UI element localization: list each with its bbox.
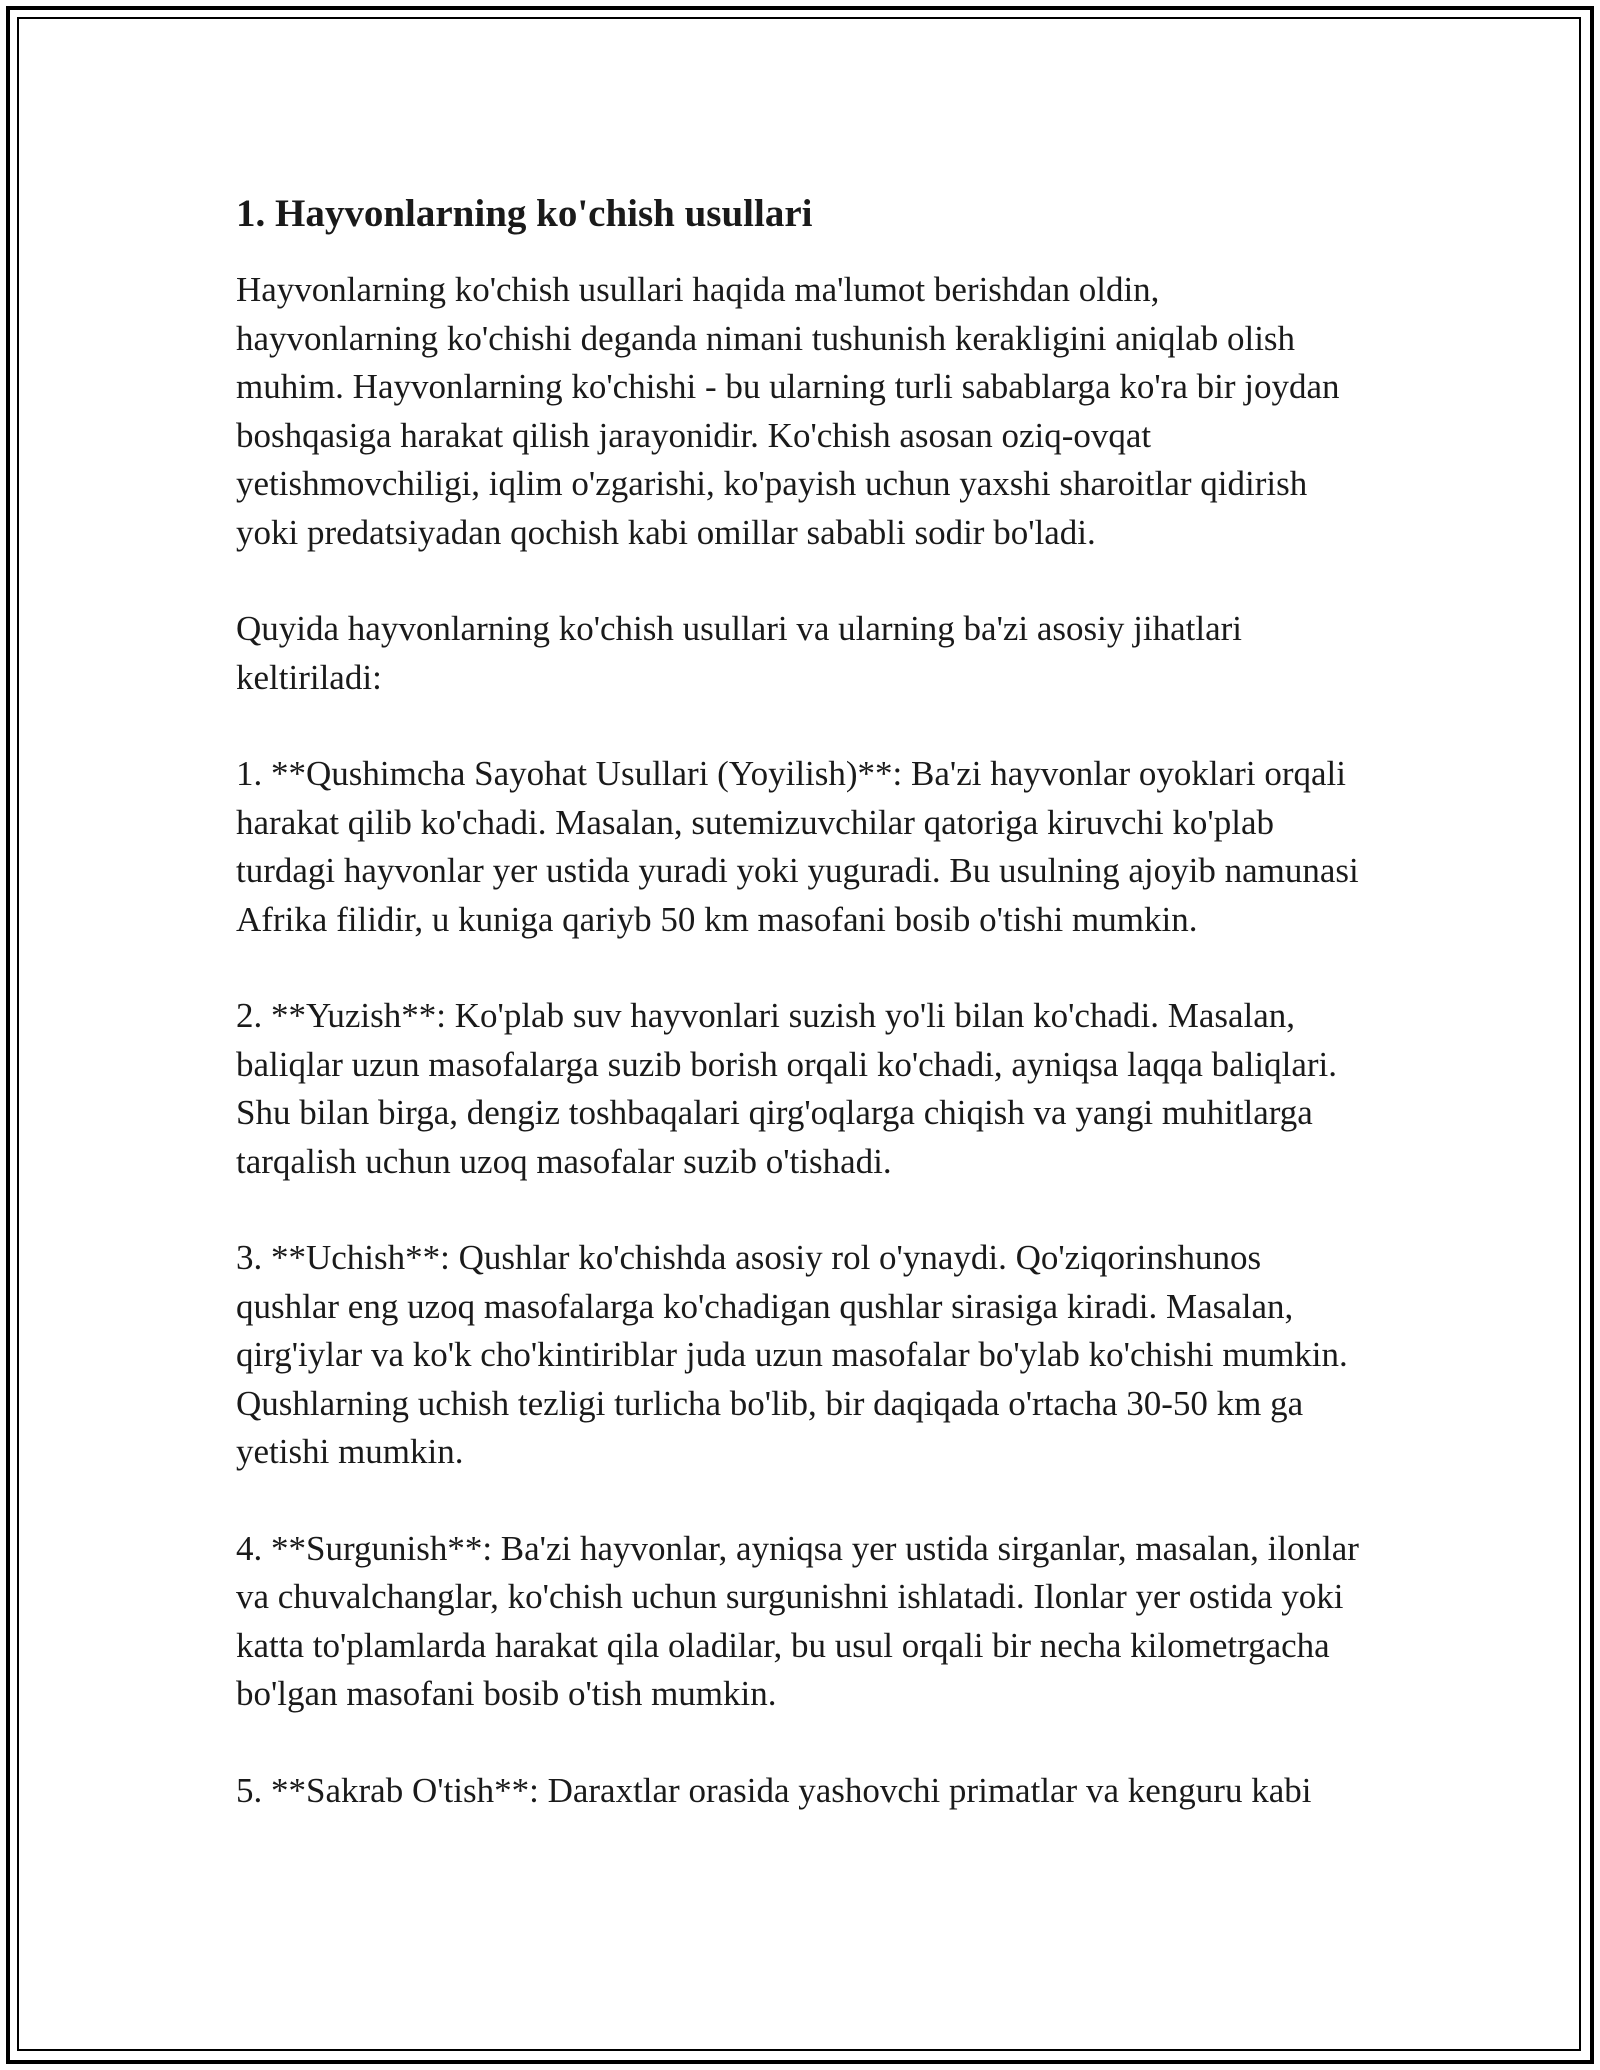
- list-item-swimming: 2. **Yuzish**: Ko'plab suv hayvonlari suzish yo'li bilan ko'chadi. Masalan, baliqlar uzun masofalarga suzib borish orqali ko'chadi, ayniqsa laqqa baliqlari. Shu bilan birga, dengiz toshbaqalari qirg'oqlarga chiqish va yangi muhitlarga tarqalish uchun uzoq masofalar suzib o'tishadi.: [236, 996, 1338, 1181]
- list-item-walking: 1. **Qushimcha Sayohat Usullari (Yoyilish)**: Ba'zi hayvonlar oyoklari orqali harakat qilib ko'chadi. Masalan, sutemizuvchilar qatoriga kiruvchi ko'plab turdagi hayvonlar yer ustida yuradi yoki yuguradi. Bu usulning ajoyib namunasi Afrika filidir, u kuniga qariyb 50 km masofani bosib o'tishi mumkin.: [236, 754, 1359, 939]
- list-item-flying: 3. **Uchish**: Qushlar ko'chishda asosiy rol o'ynaydi. Qo'ziqorinshunos qushlar eng uzoq masofalarga ko'chadigan qushlar sirasiga kiradi. Masalan, qirg'iylar va ko'k cho'kintiriblar juda uzun masofalar bo'ylab ko'chishi mumkin. Qushlarning uchish tezligi turlicha bo'lib, bir daqiqada o'rtacha 30-50 km ga yetishi mumkin.: [236, 1238, 1348, 1471]
- list-item-crawling: 4. **Surgunish**: Ba'zi hayvonlar, ayniqsa yer ustida sirganlar, masalan, ilonlar va chuvalchanglar, ko'chish uchun surgunishni ishlatadi. Ilonlar yer ostida yoki katta to'plamlarda harakat qila oladilar, bu usul orqali bir necha kilometrgacha bo'lgan masofani bosib o'tish mumkin.: [236, 1528, 1359, 1713]
- paragraph-list-intro: Quyida hayvonlarning ko'chish usullari va ularning ba'zi asosiy jihatlari keltiriladi:: [236, 609, 1242, 697]
- document-title: 1. Hayvonlarning ko'chish usullari: [236, 192, 813, 235]
- document-body: [236, 184, 1366, 1815]
- paragraph-intro: Hayvonlarning ko'chish usullari haqida ma'lumot berishdan oldin, hayvonlarning ko'chishi deganda nimani tushunish kerakligini aniqlab olish muhim. Hayvonlarning ko'chishi - bu ularning turli sabablarga ko'ra bir joydan boshqasiga harakat qilish jarayonidir. Ko'chish asosan oziq-ovqat yetishmovchiligi, iqlim o'zgarishi, ko'payish uchun yaxshi sharoitlar qidirish yoki predatsiyadan qochish kabi omillar sababli sodir bo'ladi.: [236, 270, 1340, 552]
- list-item-jumping: 5. **Sakrab O'tish**: Daraxtlar orasida yashovchi primatlar va kenguru kabi: [236, 1770, 1312, 1810]
